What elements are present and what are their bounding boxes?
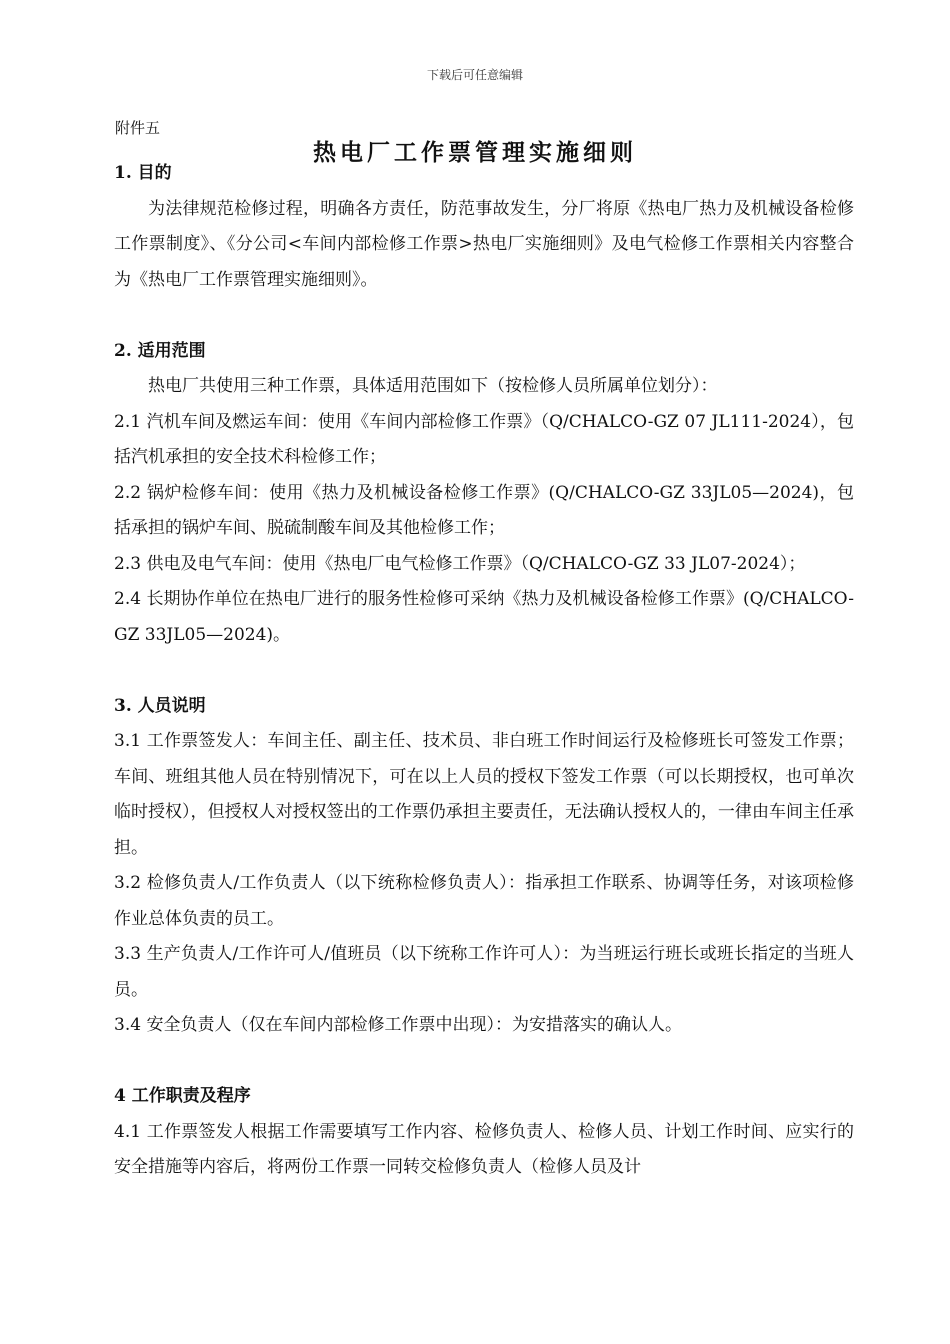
clause-3-3: 3.3 生产负责人/工作许可人/值班员（以下统称工作许可人）：为当班运行班长或班长指定的当班人员。 (114, 944, 854, 1000)
section-heading-personnel: 3. 人员说明 (114, 695, 206, 716)
section-heading-scope: 2. 适用范围 (114, 340, 206, 361)
clause-3-4: 3.4 安全负责人（仅在车间内部检修工作票中出现）：为安措落实的确认人。 (114, 1015, 682, 1035)
attachment-label: 附件五 (115, 119, 161, 137)
blank-line (114, 653, 854, 689)
section-heading-duties: 4 工作职责及程序 (114, 1086, 251, 1106)
document-body (114, 156, 854, 1186)
blank-line (114, 1044, 854, 1080)
clause-2-1: 2.1 汽机车间及燃运车间：使用《车间内部检修工作票》（Q/CHALCO-GZ 07 JL111-2024），包括汽机承担的安全技术科检修工作； (114, 411, 854, 467)
clause-2-2: 2.2 锅炉检修车间：使用《热力及机械设备检修工作票》(Q/CHALCO-GZ 33JL05—2024)，包括承担的锅炉车间、脱硫制酸车间及其他检修工作； (114, 482, 854, 538)
clause-3-1: 3.1 工作票签发人：车间主任、副主任、技术员、非白班工作时间运行及检修班长可签发工作票；车间、班组其他人员在特别情况下，可在以上人员的授权下签发工作票（可以长期授权，也可单次临时授权），但授权人对授权签出的工作票仍承担主要责任，无法确认授权人的，一律由车间主任承担。 (114, 731, 854, 858)
header-note: 下载后可任意编辑 (426, 68, 523, 82)
paragraph-scope-intro: 热电厂共使用三种工作票，具体适用范围如下（按检修人员所属单位划分）： (148, 376, 718, 396)
document-title: 热电厂工作票管理实施细则 (313, 139, 637, 166)
clause-4-1: 4.1 工作票签发人根据工作需要填写工作内容、检修负责人、检修人员、计划工作时间、应实行的安全措施等内容后，将两份工作票一同转交检修负责人（检修人员及计 (114, 1121, 854, 1177)
paragraph-purpose: 为法律规范检修过程，明确各方责任，防范事故发生，分厂将原《热电厂热力及机械设备检修工作票制度》、《分公司<车间内部检修工作票>热电厂实施细则》及电气检修工作票相关内容整合为《热电厂工作票管理实施细则》。 (114, 198, 854, 290)
section-heading-purpose: 1. 目的 (114, 163, 172, 183)
clause-3-2: 3.2 检修负责人/工作负责人（以下统称检修负责人）：指承担工作联系、协调等任务，对该项检修作业总体负责的员工。 (114, 873, 854, 929)
blank-line (114, 298, 854, 334)
clause-2-4: 2.4 长期协作单位在热电厂进行的服务性检修可采纳《热力及机械设备检修工作票》(Q/CHALCO-GZ 33JL05—2024)。 (114, 589, 854, 645)
clause-2-3: 2.3 供电及电气车间：使用《热电厂电气检修工作票》（Q/CHALCO-GZ 33 JL07-2024）； (114, 553, 806, 574)
